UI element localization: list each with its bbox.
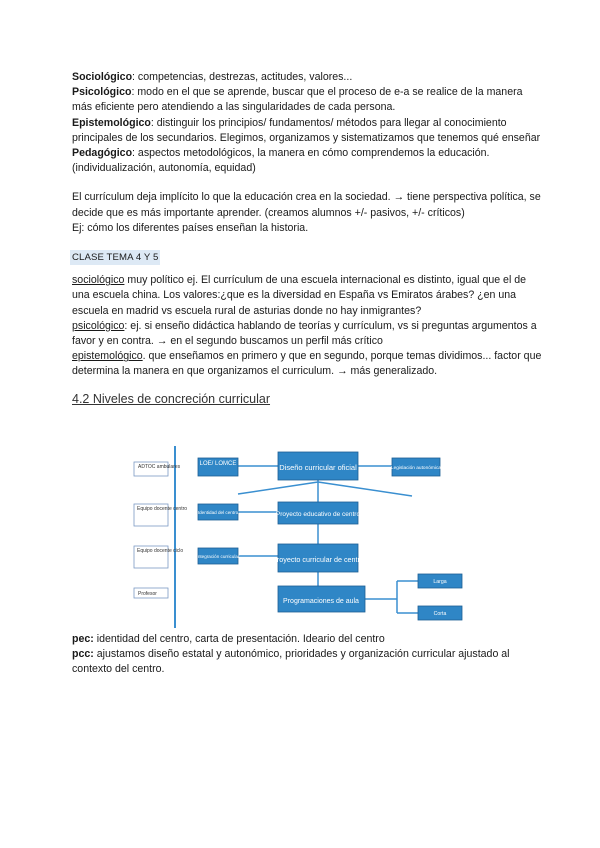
definition-text: ajustamos diseño estatal y autonómico, prioridades y organización curricular ajustado al contexto del centro. [72,648,510,676]
class-text-epistemologico: . que enseñamos en primero y que en segundo, porque temas dividimos... factor que determina la manera en que organizamos el curriculum. → más generalizado. [72,350,542,378]
class-term-sociologico: sociológico [72,274,125,287]
left-column [134,462,187,598]
definitions-section [72,632,542,678]
note-text: : aspectos metodológicos, la manera en cómo comprendemos la educación. (individualización, autonomía, equidad) [72,147,490,175]
class-term-epistemologico: epistemológico [72,350,143,363]
note-term: Epistemológico [72,116,151,129]
note-psicologico [72,85,542,115]
class-term-psicologico: psicológico [72,319,125,332]
notes-section [72,70,542,408]
mid-box-identidad-label: Identidad del centro [197,510,239,515]
class-text-sociologico: muy político ej. El currículum de una escuela internacional es distinto, igual que el de una escuela china. Los valores:¿que es la diversidad en España vs Emiratos árabes? ¿en una escuela en madrid vs escuela rural de asturias donde no hay inmigrantes? [72,274,527,317]
left-box-adtoc-label: ADTOC ambulares [138,464,181,470]
class-notes [72,273,542,379]
definition-pcc [72,647,542,677]
class-text-psicologico: : ej. si enseño didáctica hablando de teorías y currículum, vs si preguntas argumentos a favor y en contra. → en el segundo buscamos un perfil más crítico [72,319,537,348]
example-line: Ej: cómo los diferentes países enseñan la historia. [72,221,309,234]
definition-term: pcc: [72,648,94,661]
note-term: Sociológico [72,71,133,83]
section-heading: 4.2 Niveles de concreción curricular [72,391,271,406]
note-text: : competencias, destrezas, actitudes, valores... [132,71,353,83]
right-box-corta-label: Corta [433,611,447,617]
note-epistemologico [72,116,542,146]
right-column [392,458,462,620]
note-text: : distinguir los principios/ fundamentos/ métodos para llegar al conocimiento principales de los secundarios. Elegimos, organizamos y sistematizamos que tenemos qué enseñar [72,116,541,144]
main-column [275,452,365,612]
curriculum-paragraph: El currículum deja implícito lo que la educación crea en la sociedad. → tiene perspectiva política, se decide que es más importante aprender. (creamos alumnos +/- pasivos, +/- críticos) [72,191,541,219]
main-box-pec-label: Proyecto educativo de centro [275,511,361,518]
mid-box-integracion-label: Integración curricular [196,554,240,559]
mid-box-loe-label: LOE/ LOMCE [199,461,237,467]
left-box-profesor-label: Profesor [138,591,157,597]
left-box-equipo-centro-label: Equipo docente centro [137,506,188,512]
note-text: : modo en el que se aprende, buscar que el proceso de e-a se realice de la manera más eficiente pero atendiendo a las singularidades de cada persona. [72,86,523,114]
note-pedagogico [72,146,542,176]
main-box-programaciones-label: Programaciones de aula [283,598,359,605]
note-term: Psicológico [72,86,132,99]
main-box-pcc-label: Proyecto curricular de centro [272,555,364,564]
note-term: Pedagógico [72,147,133,160]
main-box-diseno-label: Diseño curricular oficial [279,463,357,472]
left-box-equipo-ciclo-label: Equipo docente ciclo [137,548,184,554]
definition-pec [72,632,542,647]
right-box-larga-label: Larga [433,579,447,585]
right-box-legislacion-label: Legislación autonómica [390,466,442,471]
note-sociologico [72,70,542,85]
class-label: CLASE TEMA 4 Y 5 [70,250,160,265]
definition-text: identidad del centro, carta de presentación. Ideario del centro [93,633,385,645]
curriculum-levels-diagram [122,446,478,628]
definition-term: pec: [72,633,94,645]
